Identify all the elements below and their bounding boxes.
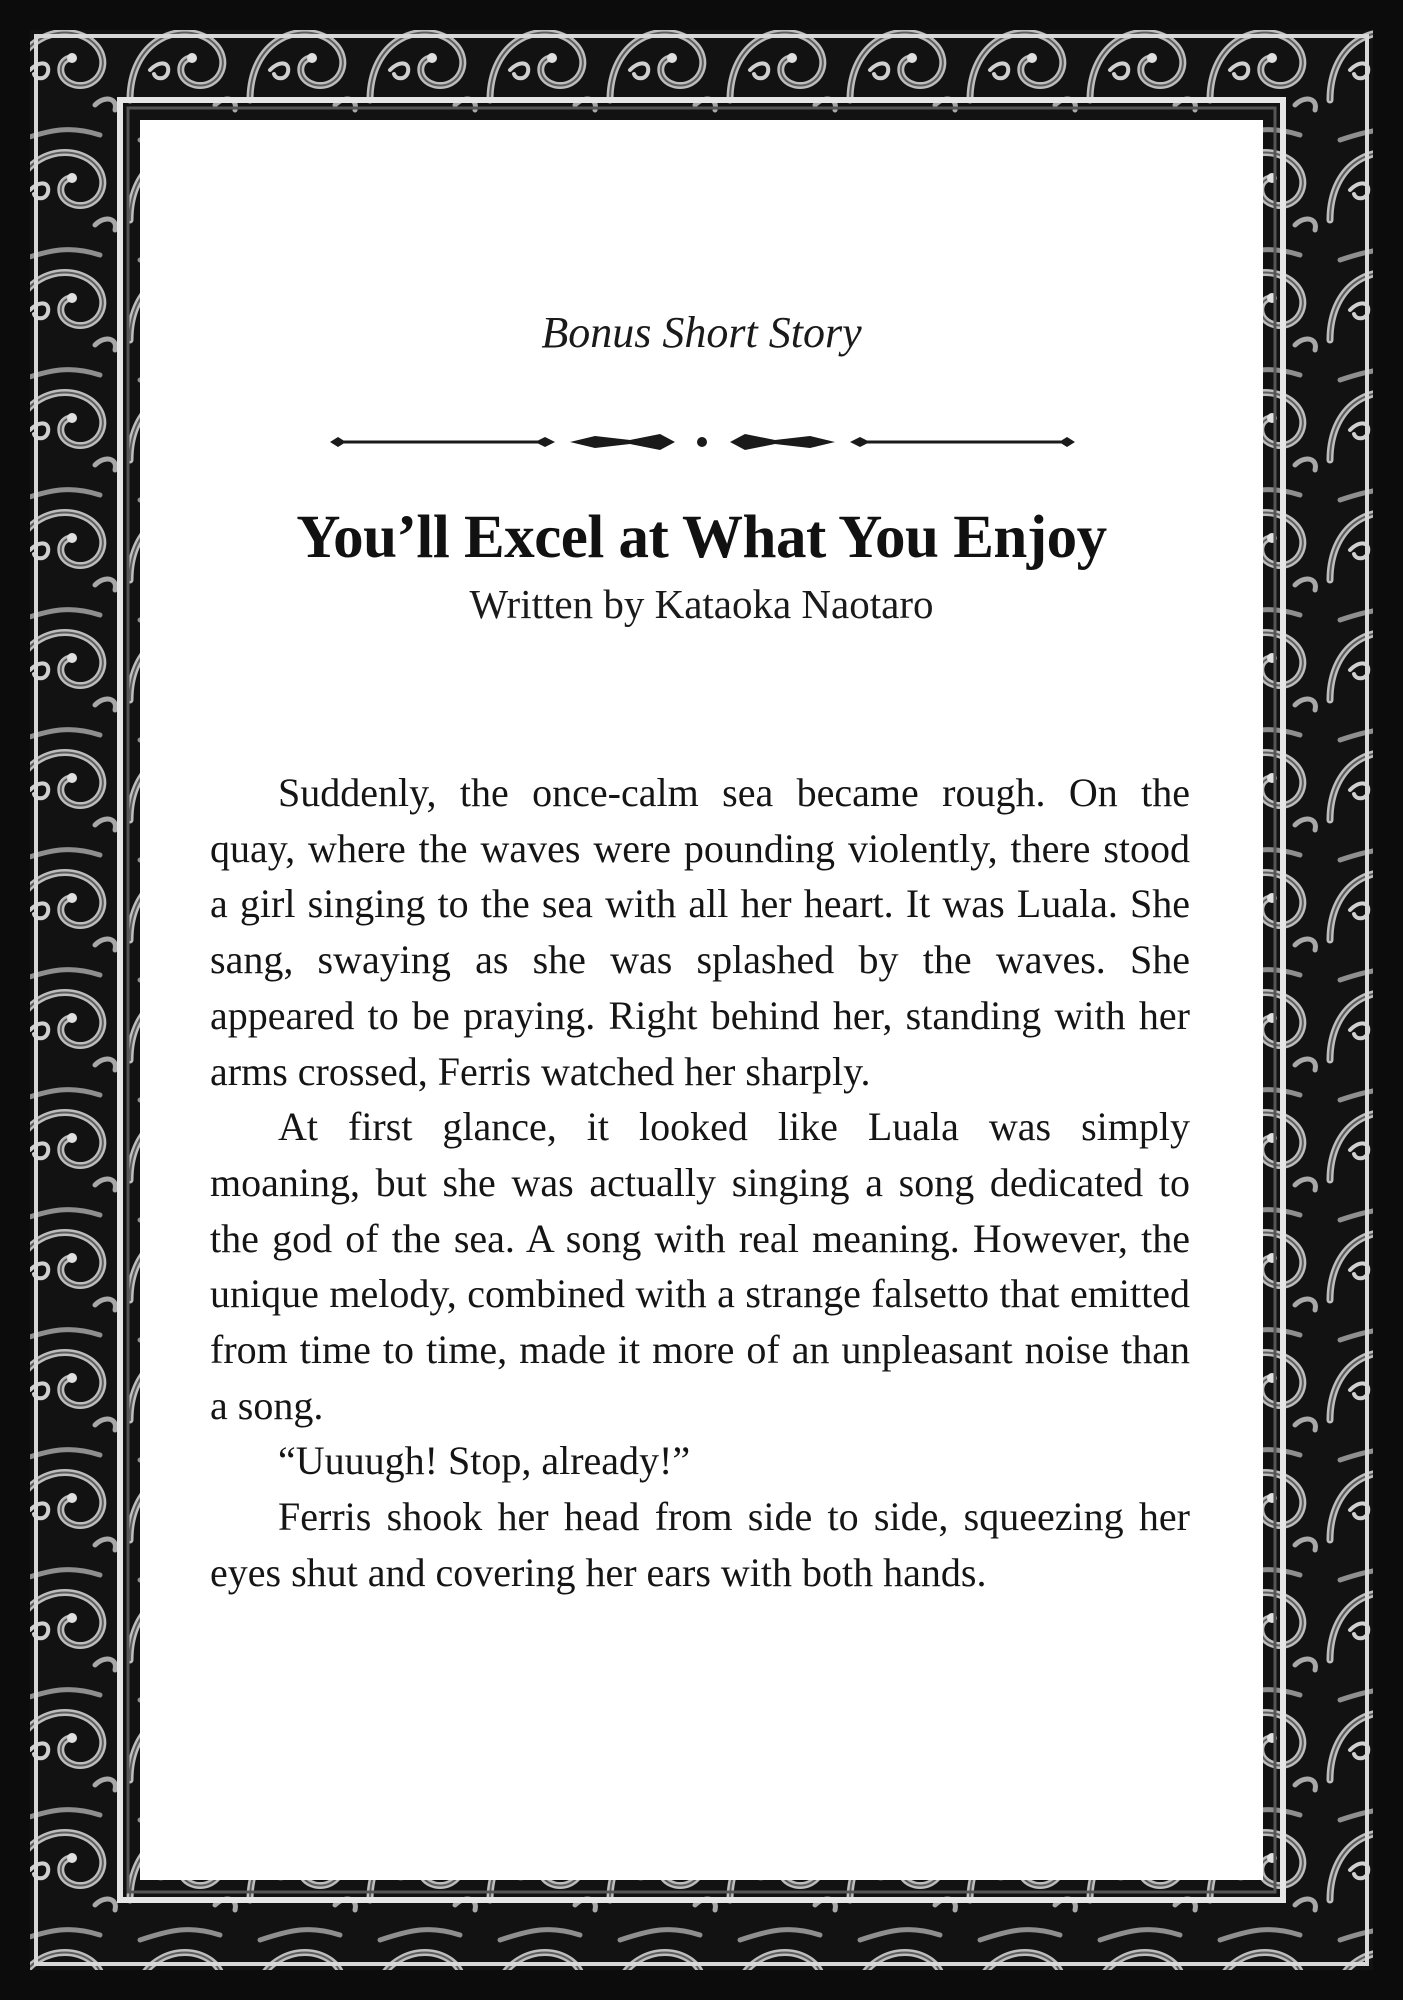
story-body <box>210 765 1190 1601</box>
story-byline: Written by Kataoka Naotaro <box>469 581 934 627</box>
paragraph: Ferris shook her head from side to side, squeezing her eyes shut and covering her ears with both hands. <box>210 1494 1190 1595</box>
story-page <box>140 120 1263 1880</box>
paragraph: At first glance, it looked like Luala was simply moaning, but she was actually singing a song dedicated to the god of the sea. A song with real meaning. However, the unique melody, combined with a strange falsetto that emitted from time to time, made it more of an unpleasant noise than a song. <box>210 1104 1190 1428</box>
story-title: You’ll Excel at What You Enjoy <box>296 504 1107 571</box>
ornamental-divider-icon <box>330 422 1075 462</box>
paragraph: Suddenly, the once-calm sea became rough. On the quay, where the waves were pounding violently, there stood a girl singing to the sea with all her heart. It was Luala. She sang, swaying as she was splashed by the waves. She appeared to be praying. Right behind her, standing with her arms crossed, Ferris watched her sharply. <box>210 770 1190 1094</box>
section-label: Bonus Short Story <box>541 308 862 357</box>
paragraph: “Uuuugh! Stop, already!” <box>278 1438 691 1484</box>
